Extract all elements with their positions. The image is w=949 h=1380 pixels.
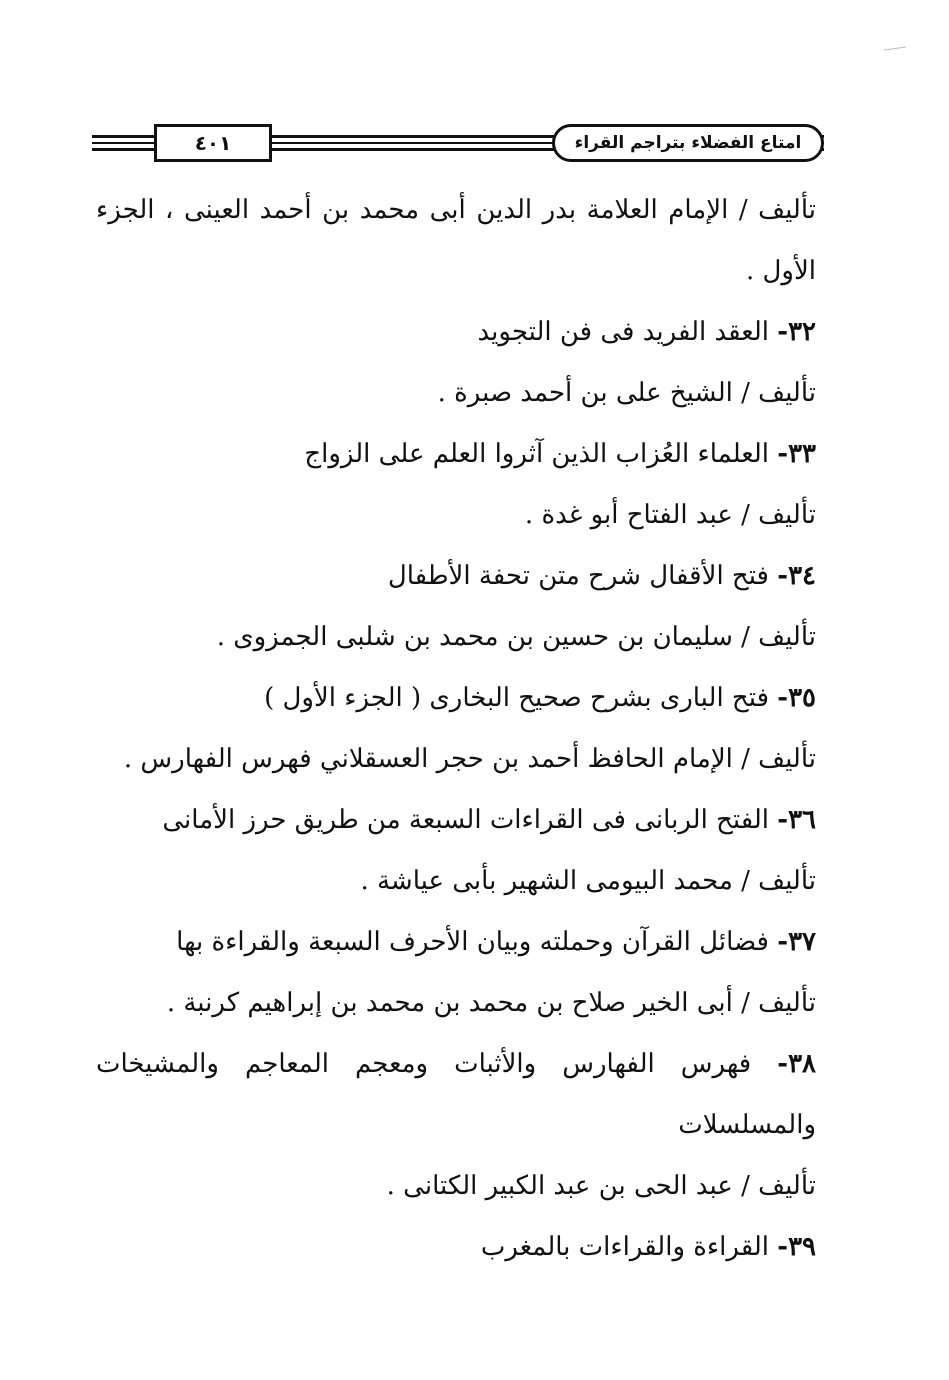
scan-mark (884, 46, 906, 50)
list-item (96, 912, 816, 1034)
book-title: امتاع الفضلاء بتراجم القراء (552, 124, 824, 162)
entry-title: فتح الأقفال شرح متن تحفة الأطفال (387, 561, 769, 591)
entry-author: تأليف / محمد البيومى الشهير بأبى عياشة . (360, 866, 816, 896)
entry-number: ٣٤- (777, 561, 816, 591)
entry-title: فتح البارى بشرح صحيح البخارى ( الجزء الأول ) (264, 683, 769, 713)
entry-title: القراءة والقراءات بالمغرب (480, 1232, 769, 1262)
page-number: ٤٠١ (154, 124, 272, 162)
running-header (92, 118, 824, 170)
list-item (96, 546, 816, 668)
entry-number: ٣٢- (777, 317, 816, 347)
entry-number: ٣٦- (777, 805, 816, 835)
page-body (96, 180, 816, 1278)
entry-title: العلماء العُزاب الذين آثروا العلم على الزواج (304, 439, 769, 469)
entry-author: تأليف / الإمام الحافظ أحمد بن حجر العسقلاني فهرس الفهارس . (123, 744, 816, 774)
entry-author: تأليف / أبى الخير صلاح بن محمد بن محمد بن إبراهيم كرنبة . (166, 988, 816, 1018)
entry-title-line (96, 790, 816, 851)
list-item (96, 302, 816, 424)
entry-title: العقد الفريد فى فن التجويد (477, 317, 769, 347)
entry-author: تأليف / الشيخ على بن أحمد صبرة . (437, 378, 816, 408)
entry-title-line (96, 424, 816, 485)
list-item (96, 790, 816, 912)
list-item (96, 1034, 816, 1217)
entry-title-line (96, 668, 816, 729)
entry-title-line (96, 1034, 816, 1156)
list-item (96, 668, 816, 790)
list-item (96, 1217, 816, 1278)
entry-title: فهرس الفهارس والأثبات ومعجم المعاجم والمشيخات والمسلسلات (96, 1049, 816, 1140)
entry-number: ٣٣- (777, 439, 816, 469)
entry-title-line (96, 302, 816, 363)
entry-number: ٣٨- (777, 1049, 816, 1079)
entry-title: فضائل القرآن وحملته وبيان الأحرف السبعة والقراءة بها (176, 927, 769, 957)
intro-author-line: تأليف / الإمام العلامة بدر الدين أبى محمد بن أحمد العينى ، الجزء الأول . (96, 195, 816, 286)
entry-title-line (96, 1217, 816, 1278)
entry-number: ٣٥- (777, 683, 816, 713)
entry-number: ٣٩- (777, 1232, 816, 1262)
entry-author: تأليف / عبد الحى بن عبد الكبير الكتانى . (386, 1171, 816, 1201)
entry-title: الفتح الربانى فى القراءات السبعة من طريق حرز الأمانى (162, 805, 769, 835)
entry-number: ٣٧- (777, 927, 816, 957)
entry-title-line (96, 912, 816, 973)
entry-title-line (96, 546, 816, 607)
entry-author: تأليف / سليمان بن حسين بن محمد بن شلبى الجمزوى . (216, 622, 816, 652)
list-item (96, 424, 816, 546)
entry-author: تأليف / عبد الفتاح أبو غدة . (524, 500, 816, 530)
